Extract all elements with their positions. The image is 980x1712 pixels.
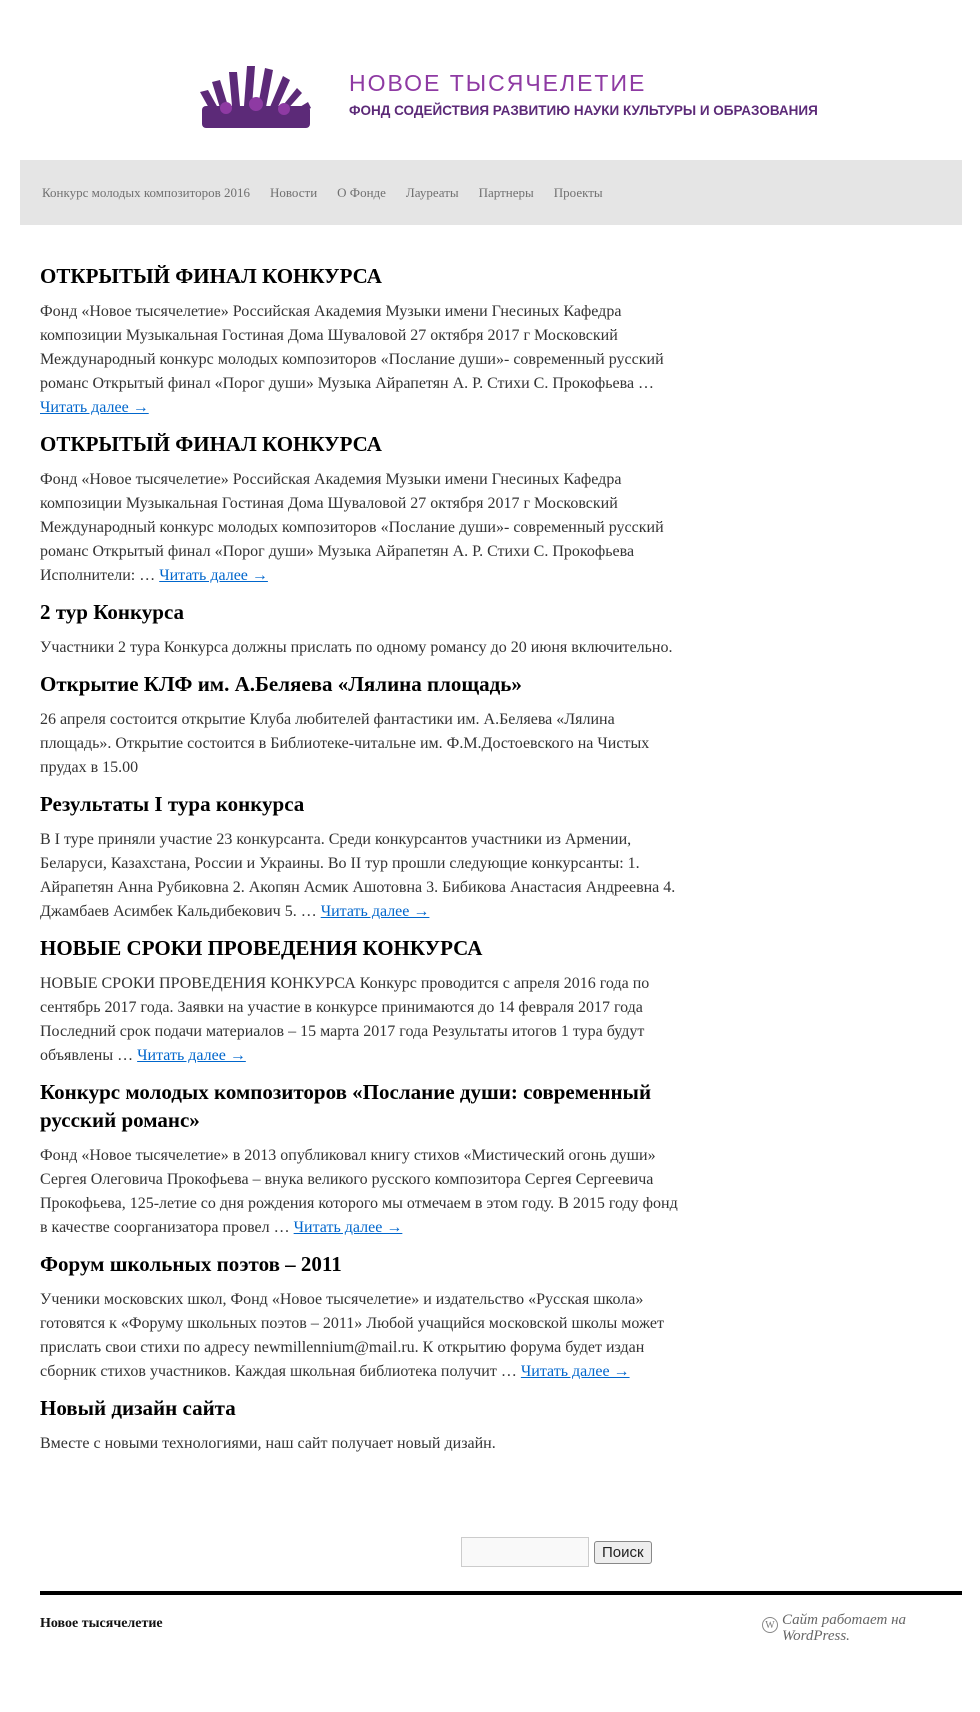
post-title[interactable]: Результаты I тура конкурса — [40, 792, 305, 816]
post-excerpt — [40, 636, 680, 660]
post-excerpt — [40, 1144, 680, 1240]
post-item — [40, 934, 680, 1068]
post-title[interactable]: Открытие КЛФ им. А.Беляева «Лялина площадь» — [40, 672, 522, 696]
footer-site-name[interactable]: Новое тысячелетие — [40, 1616, 163, 1631]
nav-item-news[interactable]: Новости — [269, 184, 318, 200]
post-item — [40, 1250, 680, 1384]
nav-item-projects[interactable]: Проекты — [553, 184, 603, 200]
footer-credit-text[interactable]: Сайт работает на WordPress. — [782, 1612, 907, 1644]
read-more-link[interactable]: Читать далее → — [137, 1047, 246, 1064]
post-excerpt — [40, 828, 680, 924]
read-more-link[interactable]: Читать далее → — [40, 399, 149, 416]
footer-divider — [40, 1591, 962, 1595]
post-item — [40, 1394, 680, 1456]
post-title[interactable]: Форум школьных поэтов – 2011 — [40, 1252, 342, 1276]
post-item — [40, 262, 680, 420]
post-excerpt — [40, 300, 680, 420]
post-excerpt — [40, 708, 680, 780]
read-more-link[interactable]: Читать далее → — [159, 567, 268, 584]
site-header — [0, 0, 980, 160]
post-item — [40, 790, 680, 924]
nav-item-about[interactable]: О Фонде — [337, 184, 386, 200]
nav-item-partners[interactable]: Партнеры — [478, 184, 534, 200]
post-excerpt-text: Фонд «Новое тысячелетие» в 2013 опубликовал книгу стихов «Мистический огонь души» Сергея Олеговича Прокофьева – внука великого русского композитора Сергея Сергеевича Прокофьева, 125-летие со дня рождения которого мы отмечаем в этом году. В 2015 году фонд в качестве соорганизатора провел … — [40, 1147, 678, 1236]
site-title[interactable]: НОВОЕ ТЫСЯЧЕЛЕТИЕ — [349, 70, 647, 96]
post-excerpt-text: НОВЫЕ СРОКИ ПРОВЕДЕНИЯ КОНКУРСА Конкурс проводится с апреля 2016 года по сентябрь 2017 года. Заявки на участие в конкурсе принимаются до 14 февраля 2017 года Последний срок подачи материалов – 15 марта 2017 года Результаты итогов 1 тура будут объявлены … — [40, 975, 650, 1064]
nav-item-contest-2016[interactable]: Конкурс молодых композиторов 2016 — [42, 184, 250, 200]
site-description: ФОНД СОДЕЙСТВИЯ РАЗВИТИЮ НАУКИ КУЛЬТУРЫ И ОБРАЗОВАНИЯ — [349, 103, 818, 118]
post-list — [40, 262, 680, 1466]
main-navigation — [20, 160, 962, 225]
post-excerpt-text: 26 апреля состоится открытие Клуба любителей фантастики им. А.Беляева «Лялина площадь». Открытие состоится в Библиотеке-читальне им. Ф.М.Достоевского на Чистых прудах в 15.00 — [40, 711, 650, 776]
post-title[interactable]: ОТКРЫТЫЙ ФИНАЛ КОНКУРСА — [40, 264, 382, 288]
post-excerpt — [40, 972, 680, 1068]
post-excerpt-text: Ученики московских школ, Фонд «Новое тысячелетие» и издательство «Русская школа» готовятся к «Форуму школьных поэтов – 2011» Любой учащийся московской школы может прислать свои стихи по адресу newmillennium@mail.ru. К открытию форума будет издан сборник стихов участников. Каждая школьная библиотека получит … — [40, 1291, 664, 1380]
read-more-link[interactable]: Читать далее → — [320, 903, 430, 920]
post-excerpt — [40, 1432, 680, 1456]
footer-credit[interactable] — [762, 1612, 962, 1644]
post-title[interactable]: НОВЫЕ СРОКИ ПРОВЕДЕНИЯ КОНКУРСА — [40, 936, 483, 960]
post-excerpt-text: Вместе с новыми технологиями, наш сайт получает новый дизайн. — [40, 1435, 496, 1452]
read-more-link[interactable]: Читать далее → — [293, 1219, 403, 1236]
search-button[interactable]: Поиск — [594, 1541, 652, 1564]
wordpress-icon: W — [762, 1617, 778, 1633]
post-excerpt — [40, 1288, 680, 1384]
search-input[interactable] — [461, 1537, 589, 1567]
post-item — [40, 670, 680, 780]
post-excerpt-text: В I туре приняли участие 23 конкурсанта. Среди конкурсантов участники из Армении, Беларуси, Казахстана, России и Украины. Во II тур прошли следующие конкурсанты: 1. Айрапетян Анна Рубиковна 2. Акопян Асмик Ашотовна 3. Бибикова Анастасия Андреевна 4. Джамбаев Асимбек Кальдибекович 5. … — [40, 831, 676, 920]
logo-sunburst-icon[interactable] — [196, 62, 316, 128]
post-title[interactable]: ОТКРЫТЫЙ ФИНАЛ КОНКУРСА — [40, 432, 382, 456]
post-item — [40, 1078, 680, 1240]
post-excerpt-text: Участники 2 тура Конкурса должны прислать по одному романсу до 20 июня включительно. — [40, 639, 673, 656]
post-excerpt-text: Фонд «Новое тысячелетие» Российская Академия Музыки имени Гнесиных Кафедра композиции Музыкальная Гостиная Дома Шуваловой 27 октября 2017 г Московский Международный конкурс молодых композиторов «Послание души»- современный русский романс Открытый финал «Порог души» Музыка Айрапетян А. Р. Стихи С. Прокофьева … — [40, 303, 664, 392]
post-title[interactable]: Новый дизайн сайта — [40, 1396, 236, 1420]
post-item — [40, 598, 680, 660]
post-title[interactable]: 2 тур Конкурса — [40, 600, 185, 624]
post-excerpt — [40, 468, 680, 588]
search-form — [461, 1537, 652, 1567]
post-excerpt-text: Фонд «Новое тысячелетие» Российская Академия Музыки имени Гнесиных Кафедра композиции Музыкальная Гостиная Дома Шуваловой 27 октября 2017 г Московский Международный конкурс молодых композиторов «Послание души»- современный русский романс Открытый финал «Порог души» Музыка Айрапетян А. Р. Стихи С. Прокофьева Исполнители: … — [40, 471, 664, 584]
post-title[interactable]: Конкурс молодых композиторов «Послание души: современный русский романс» — [40, 1080, 652, 1132]
nav-item-laureates[interactable]: Лауреаты — [405, 184, 459, 200]
read-more-link[interactable]: Читать далее → — [520, 1363, 630, 1380]
post-item — [40, 430, 680, 588]
